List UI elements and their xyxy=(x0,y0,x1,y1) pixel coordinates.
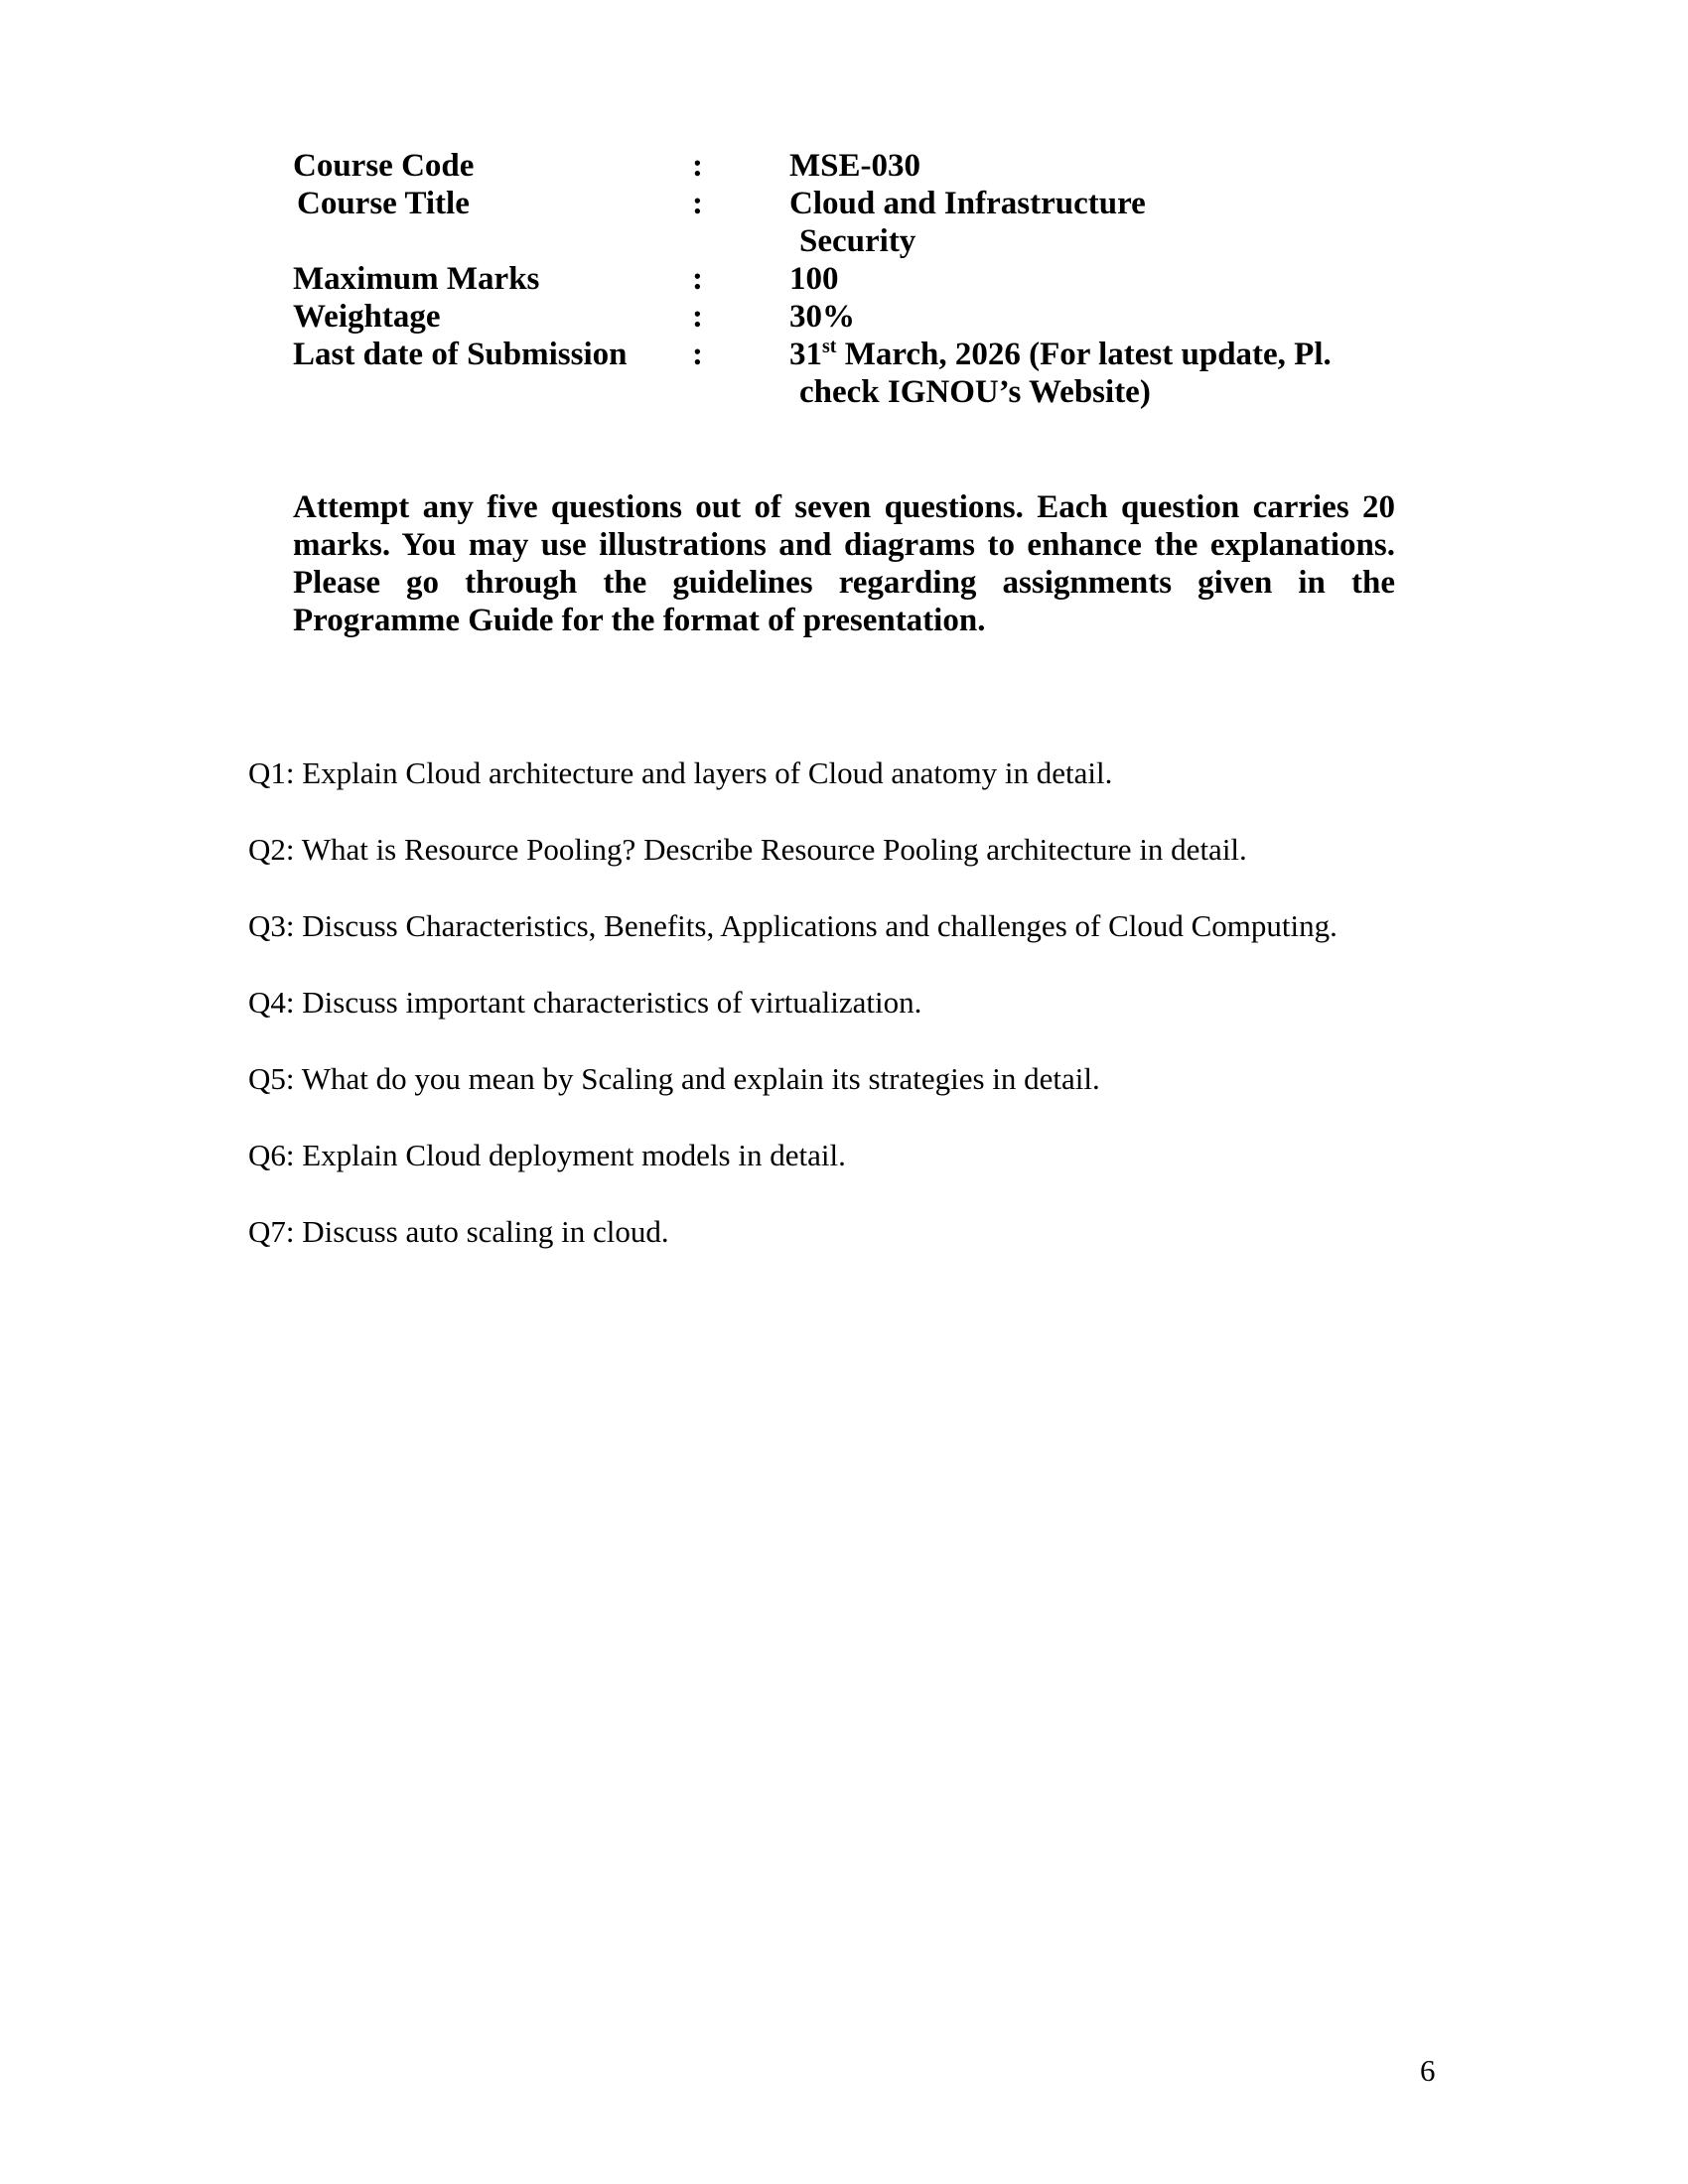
separator: : xyxy=(692,148,703,184)
weightage-label: Weightage xyxy=(293,299,441,335)
course-title-line-2: Security xyxy=(799,223,916,259)
question-item: Q6: Explain Cloud deployment models in detail. xyxy=(248,1138,846,1172)
submission-day: 31 xyxy=(789,337,822,372)
separator: : xyxy=(692,299,703,335)
course-code-label: Course Code xyxy=(293,148,475,184)
question-item: Q2: What is Resource Pooling? Describe Resource Pooling architecture in detail. xyxy=(248,832,1247,867)
maximum-marks-value: 100 xyxy=(789,261,839,297)
maximum-marks-label: Maximum Marks xyxy=(293,261,540,297)
separator: : xyxy=(692,261,703,297)
question-item: Q5: What do you mean by Scaling and explain its strategies in detail. xyxy=(248,1061,1100,1096)
weightage-value: 30% xyxy=(789,299,855,335)
question-list xyxy=(248,754,1337,1290)
course-title-line-1: Cloud and Infrastructure xyxy=(789,186,1146,221)
submission-date-label: Last date of Submission xyxy=(293,337,628,372)
separator: : xyxy=(692,186,703,221)
page-number: 6 xyxy=(1420,2053,1436,2088)
question-item: Q3: Discuss Characteristics, Benefits, Applications and challenges of Cloud Computing. xyxy=(248,908,1337,943)
course-title-label: Course Title xyxy=(297,186,470,221)
question-item: Q1: Explain Cloud architecture and layers of Cloud anatomy in detail. xyxy=(248,755,1113,790)
course-code-value: MSE-030 xyxy=(789,148,920,184)
submission-date-note: check IGNOU’s Website) xyxy=(799,374,1151,410)
separator: : xyxy=(692,337,703,372)
instructions-paragraph: Attempt any five questions out of seven questions. Each question carries 20 marks. You may use illustrations and diagrams to enhance the explanations. Please go through the guidelines regarding assignments given in the Programme Guide for the format of presentation. xyxy=(293,489,1395,638)
question-item: Q7: Discuss auto scaling in cloud. xyxy=(248,1214,669,1249)
submission-date-value xyxy=(789,336,1332,411)
question-item: Q4: Discuss important characteristics of virtualization. xyxy=(248,985,922,1020)
submission-day-suffix: st xyxy=(822,336,837,357)
submission-date-rest: March, 2026 (For latest update, Pl. xyxy=(836,337,1332,372)
course-title-value xyxy=(789,185,1146,260)
